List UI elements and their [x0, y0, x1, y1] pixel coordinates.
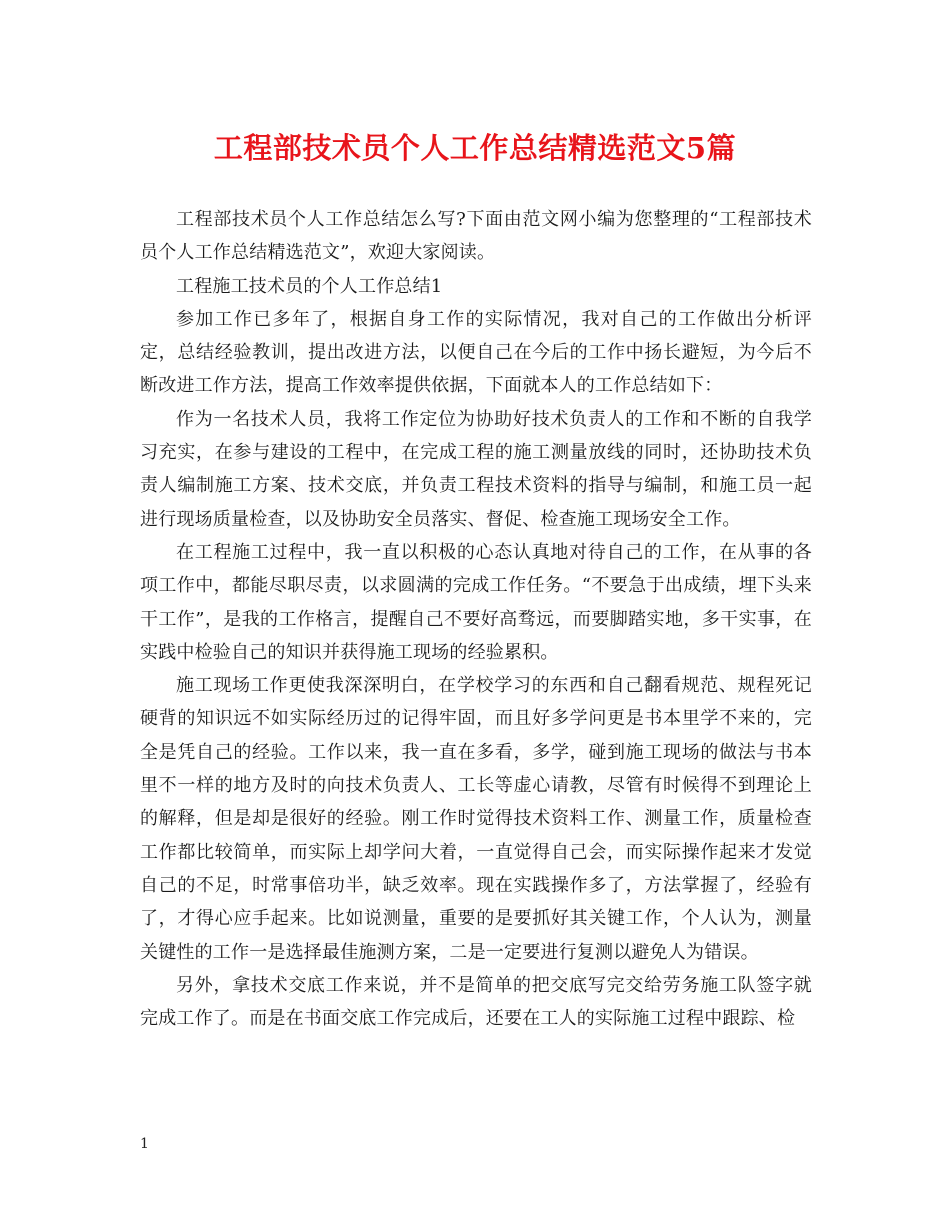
paragraph: 施工现场工作更使我深深明白，在学校学习的东西和自己翻看规范、规程死记硬背的知识远不如实际经历过的记得牢固，而且好多学问更是书本里学不来的，完全是凭自己的经验。工作以来，我一直在多看，多学，碰到施工现场的做法与书本里不一样的地方及时的向技术负责人、工长等虚心请教，尽管有时候得不到理论上的解释，但是却是很好的经验。刚工作时觉得技术资料工作、测量工作，质量检查工作都比较简单，而实际上却学问大着，一直觉得自己会，而实际操作起来才发觉自己的不足，时常事倍功半，缺乏效率。现在实践操作多了，方法掌握了，经验有了，才得心应手起来。比如说测量，重要的是要抓好其关键工作，个人认为，测量关键性的工作一是选择最佳施测方案，二是一定要进行复测以避免人为错误。 [140, 675, 812, 963]
paragraph: 参加工作已多年了，根据自身工作的实际情况，我对自己的工作做出分析评定，总结经验教训，提出改进方法，以便自己在今后的工作中扬长避短，为今后不断改进工作方法，提高工作效率提供依据，下面就本人的工作总结如下： [140, 308, 812, 397]
document-body [140, 203, 812, 1035]
paragraph: 作为一名技术人员，我将工作定位为协助好技术负责人的工作和不断的自我学习充实，在参与建设的工程中，在完成工程的施工测量放线的同时，还协助技术负责人编制施工方案、技术交底，并负责工程技术资料的指导与编制，和施工员一起进行现场质量检查，以及协助安全员落实、督促、检查施工现场安全工作。 [140, 408, 812, 530]
paragraph: 另外，拿技术交底工作来说，并不是简单的把交底写完交给劳务施工队签字就完成工作了。而是在书面交底工作完成后，还要在工人的实际施工过程中跟踪、检 [140, 974, 812, 1030]
page-number: 1 [140, 1136, 149, 1152]
section-heading: 工程施工技术员的个人工作总结1 [176, 275, 443, 297]
paragraph: 在工程施工过程中，我一直以积极的心态认真地对待自己的工作，在从事的各项工作中，都能尽职尽责，以求圆满的完成工作任务。“不要急于出成绩，埋下头来干工作”，是我的工作格言，提醒自己不要好高骛远，而要脚踏实地，多干实事，在实践中检验自己的知识并获得施工现场的经验累积。 [140, 541, 812, 663]
page-title: 工程部技术员个人工作总结精选范文5篇 [213, 131, 737, 165]
paragraph-intro: 工程部技术员个人工作总结怎么写?下面由范文网小编为您整理的“工程部技术员个人工作总结精选范文”，欢迎大家阅读。 [140, 209, 812, 264]
